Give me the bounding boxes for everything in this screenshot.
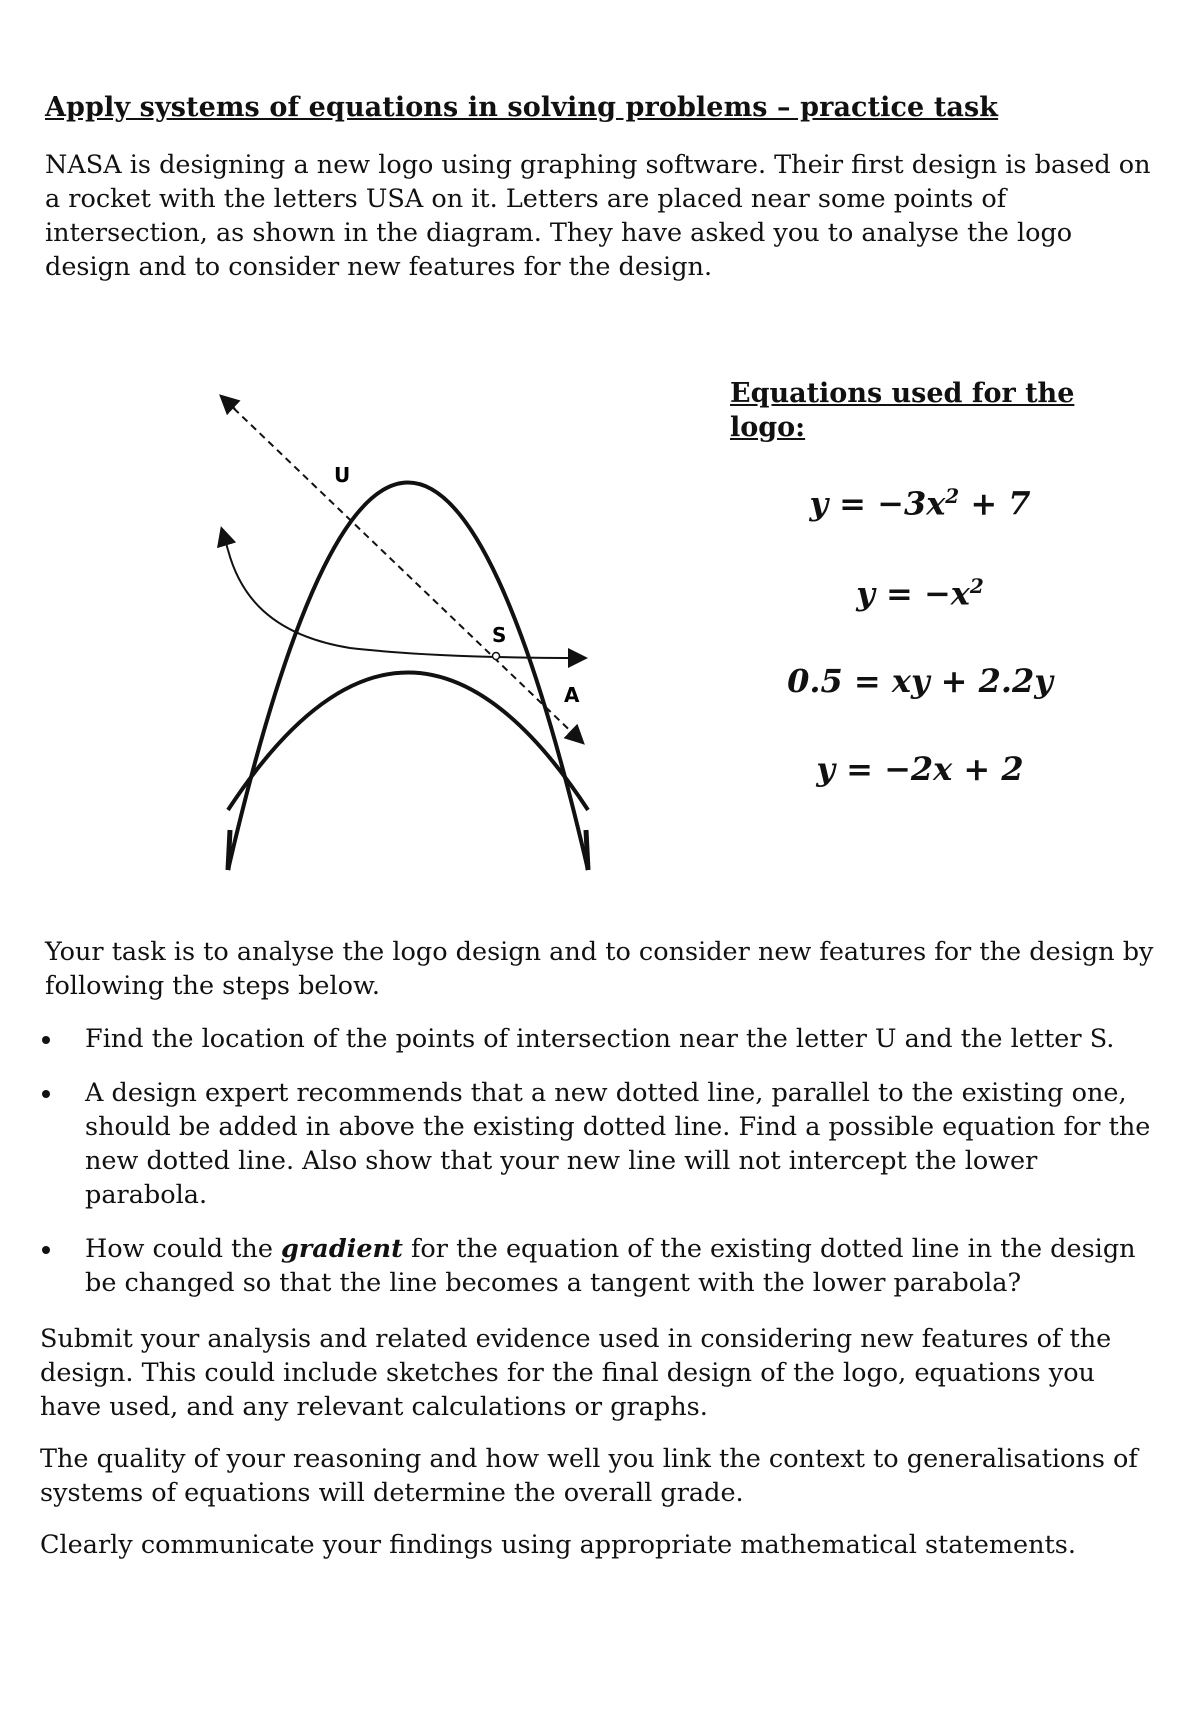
eq2-exponent: 2 [969, 574, 984, 598]
step-1-text: Find the location of the points of intersection near the letter U and the letter S. [85, 1024, 1115, 1054]
dotted-line [225, 400, 582, 742]
left-base-stroke [228, 830, 230, 870]
dotted-line-arrow-start [222, 397, 235, 409]
equation-dotted-line: y = −2x + 2 [816, 750, 1024, 788]
hyperbola-curve [228, 550, 584, 658]
list-item [40, 1232, 1160, 1300]
intro-paragraph: NASA is designing a new logo using graphing software. Their first design is based on a rocket with the letters USA on it. Letters are placed near some points of intersection, as shown in the diagram. They have asked you to analyse the logo design and to consider new features for the design. [45, 150, 1151, 282]
letter-u-label: U [334, 463, 351, 487]
page-title: Apply systems of equations in solving problems – practice task [45, 92, 999, 123]
equation-upper-parabola [730, 484, 1110, 523]
gradient-emphasis: gradient [281, 1234, 403, 1264]
bullet-icon [42, 1036, 50, 1044]
letter-s-label: S [492, 623, 507, 647]
equations-heading: Equations used for the logo: [730, 378, 1075, 443]
eq1-rhs: + 7 [959, 484, 1031, 523]
list-item [40, 1076, 1160, 1212]
bullet-icon [42, 1246, 50, 1254]
step-2-text: A design expert recommends that a new dotted line, parallel to the existing one, should be added in above the existing dotted line. Find a possible equation for the new dotted line. Also show that your new line will not intercept the lower parabola. [85, 1078, 1151, 1210]
step-3-pre: How could the [85, 1234, 282, 1264]
task-intro-paragraph: Your task is to analyse the logo design and to consider new features for the design by following the steps below. [45, 937, 1154, 1001]
equation-hyperbola: 0.5 = xy + 2.2y [787, 662, 1053, 700]
logo-diagram [200, 330, 620, 890]
eq1-exponent: 2 [945, 484, 960, 508]
task-steps-list [40, 1022, 1160, 1320]
step-3-post: for the equation of the existing dotted line in the design be changed so that the line becomes a tangent with the lower parabola? [85, 1234, 1136, 1298]
communicate-paragraph: Clearly communicate your findings using appropriate mathematical statements. [40, 1530, 1076, 1560]
quality-paragraph: The quality of your reasoning and how well you link the context to generalisations of systems of equations will determine the overall grade. [40, 1444, 1138, 1508]
upper-parabola [228, 483, 588, 871]
equation-lower-parabola [730, 574, 1110, 613]
letter-a-label: A [564, 683, 580, 707]
eq2-lhs: y = −x [856, 574, 970, 613]
intersection-point-s [493, 653, 500, 660]
submit-paragraph: Submit your analysis and related evidence used in considering new features of the design. This could include sketches for the final design of the logo, equations you have used, and any relevant calculations or graphs. [40, 1324, 1112, 1422]
bullet-icon [42, 1090, 50, 1098]
list-item [40, 1022, 1160, 1056]
eq1-lhs: y = −3x [809, 484, 946, 523]
lower-parabola [228, 673, 588, 811]
right-base-stroke [586, 830, 588, 870]
hyperbola-arrow-start [222, 530, 228, 550]
